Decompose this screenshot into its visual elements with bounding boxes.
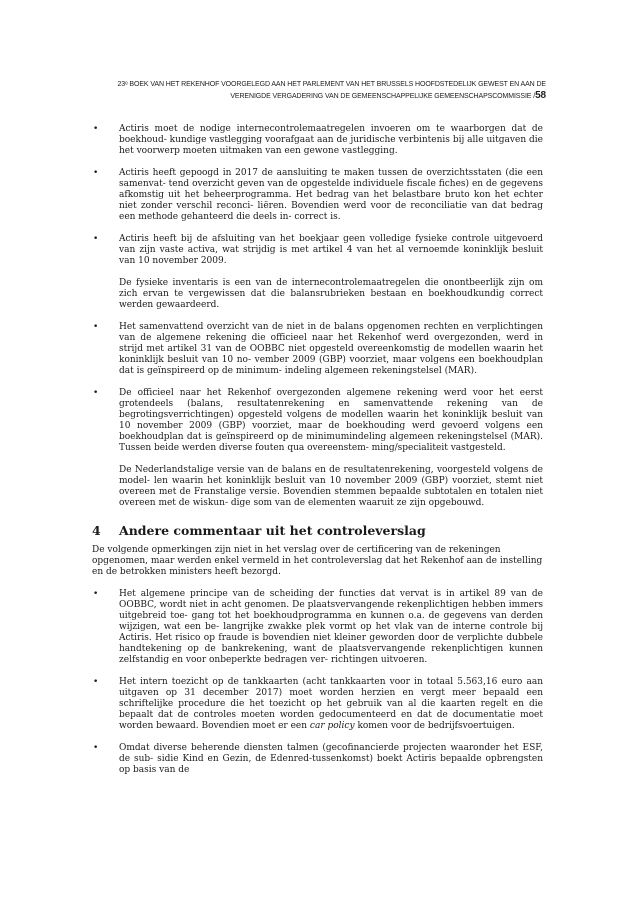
- header-line-2-text: VERENIGDE VERGADERING VAN DE GEMEENSCHAPPELIJKE GEMEENSCHAPSCOMMISSIE /: [230, 93, 536, 100]
- list-item: [92, 234, 543, 311]
- paragraph: De officieel naar het Rekenhof overgezonden algemene rekening werd voor het eerst grotendeels (balans, resultatenrekening en samenvattende rekening van de begrotingsverrichtingen) opgesteld volgens de modellen waarin het koninklijk besluit van 10 november 2009 (GBP) voorziet, maar de boekhouding werd gevoerd volgens een boekhoudplan dat is geïnspireerd op de minimumindeling algemeen rekeningstelsel (MAR). Tussen beide werden diverse fouten qua overeenstem- ming/specialiteit vastgesteld.: [119, 388, 543, 453]
- paragraph: Omdat diverse beherende diensten talmen (gecofinancierde projecten waaronder het ESF, de sub- sidie Kind en Gezin, de Edenred-tussenkomst) boekt Actiris bepaalde opbrengsten op basis van de: [119, 743, 543, 775]
- section-intro: De volgende opmerkingen zijn niet in het verslag over de certificering van de rekeningen opgenomen, maar werden enkel vermeld in het controleverslag dat het Rekenhof aan de instelling en de betrokken ministers heeft bezorgd.: [92, 545, 543, 577]
- list-item: [92, 168, 543, 223]
- paragraph: [119, 677, 543, 732]
- bullet-icon: •: [93, 124, 99, 134]
- paragraph: Actiris heeft gepoogd in 2017 de aansluiting te maken tussen de overzichtsstaten (die een samenvat- tend overzicht geven van de opgestelde individuele fiscale fiches) en de gegevens afkomstig uit het beheerprogramma. Het bedrag van het belastbare bruto kon het echter niet zonder verschil reconci- liëren. Bovendien werd voor de reconciliatie van dat bedrag een methode gehanteerd die deels in- correct is.: [119, 168, 543, 222]
- bullet-icon: •: [93, 743, 99, 753]
- section-title: Andere commentaar uit het controleverslag: [119, 523, 426, 538]
- bullet-icon: •: [93, 234, 99, 244]
- paragraph: Het samenvattend overzicht van de niet in de balans opgenomen rechten en verplichtingen van de algemene rekening die officieel naar het Rekenhof werd overgezonden, werd in strijd met artikel 31 van de OOBBC niet opgesteld overeenkomstig de modellen waarin het koninklijk besluit van 10 no- vember 2009 (GBP) voorziet, maar volgens een boekhoudplan dat is geïnspireerd op de minimum- indeling algemeen rekeningstelsel (MAR).: [119, 322, 543, 376]
- header-line-2: [92, 90, 546, 102]
- list-item: [92, 388, 543, 509]
- running-header: [92, 79, 546, 102]
- paragraph: De fysieke inventaris is een van de internecontrolemaatregelen die onontbeerlijk zijn om zich ervan te vergewissen dat die balansrubrieken bestaan en boekhoudkundig correct werden gewaardeerd.: [119, 278, 543, 310]
- list-item: [92, 322, 543, 377]
- list-item: [92, 589, 543, 666]
- page-number: 58: [535, 90, 546, 101]
- paragraph: Actiris heeft bij de afsluiting van het boekjaar geen volledige fysieke controle uitgevoerd van zijn vaste activa, wat strijdig is met artikel 4 van het al vernoemde koninklijk besluit van 10 november 2009.: [119, 234, 543, 266]
- bullet-icon: •: [93, 322, 99, 332]
- list-item: [92, 677, 543, 732]
- paragraph: De Nederlandstalige versie van de balans en de resultatenrekening, voorgesteld volgens de model- len waarin het koninklijk besluit van 10 november 2009 (GBP) voorziet, stemt niet overeen met de Franstalige versie. Bovendien stemmen bepaalde subtotalen en totalen niet overeen met de wiskun- dige som van de elementen waaruit ze zijn opgebouwd.: [119, 465, 543, 508]
- section-number: 4: [92, 523, 101, 538]
- paragraph: Actiris moet de nodige internecontrolemaatregelen invoeren om te waarborgen dat de boekhoud- kundige vastlegging voorafgaat aan de juridische verbintenis bij alle uitgaven die het voorwerp moeten uitmaken van een gewone vastlegging.: [119, 124, 543, 156]
- paragraph: Het algemene principe van de scheiding der functies dat vervat is in artikel 89 van de OOBBC, wordt niet in acht genomen. De plaatsvervangende rekenplichtigen hebben immers uitgebreid toe- gang tot het boekhoudprogramma en kunnen o.a. de gegevens van derden wijzigen, wat een be- langrijke zwakke plek vormt op het vlak van de interne controle bij Actiris. Het risico op fraude is bovendien niet kleiner geworden door de verplichte dubbele handtekening op de bankrekening, want de plaatsvervangende rekenplichtigen kunnen zelfstandig en voor onbeperkte bedragen ver- richtingen uitvoeren.: [119, 589, 543, 665]
- list-item: [92, 743, 543, 776]
- bullet-icon: •: [93, 677, 99, 687]
- bullet-icon: •: [93, 589, 99, 599]
- section-heading: [92, 523, 543, 539]
- header-line-1: 23ᵉ BOEK VAN HET REKENHOF VOORGELEGD AAN HET PARLEMENT VAN HET BRUSSELS HOOFDSTEDELIJK GEWEST EN AAN DE: [117, 81, 546, 88]
- emphasis: car policy: [309, 721, 355, 731]
- paragraph-text: komen voor de bedrijfsvoertuigen.: [357, 721, 515, 731]
- bullet-icon: •: [93, 168, 99, 178]
- bullet-icon: •: [93, 388, 99, 398]
- list-item: [92, 124, 543, 157]
- document-body: [92, 124, 543, 787]
- paragraph-text: Het intern toezicht op de tankkaarten (acht tankkaarten voor in totaal 5.563,16 euro aan uitgaven op 31 december 2017) moet worden herzien en vergt meer bepaald een schriftelijke procedure die het toezicht op het gebruik van al die kaarten regelt en die bepaalt dat de controles moeten worden gedocumenteerd en dat de documentatie moet worden bewaard. Bovendien moet er een: [119, 677, 543, 731]
